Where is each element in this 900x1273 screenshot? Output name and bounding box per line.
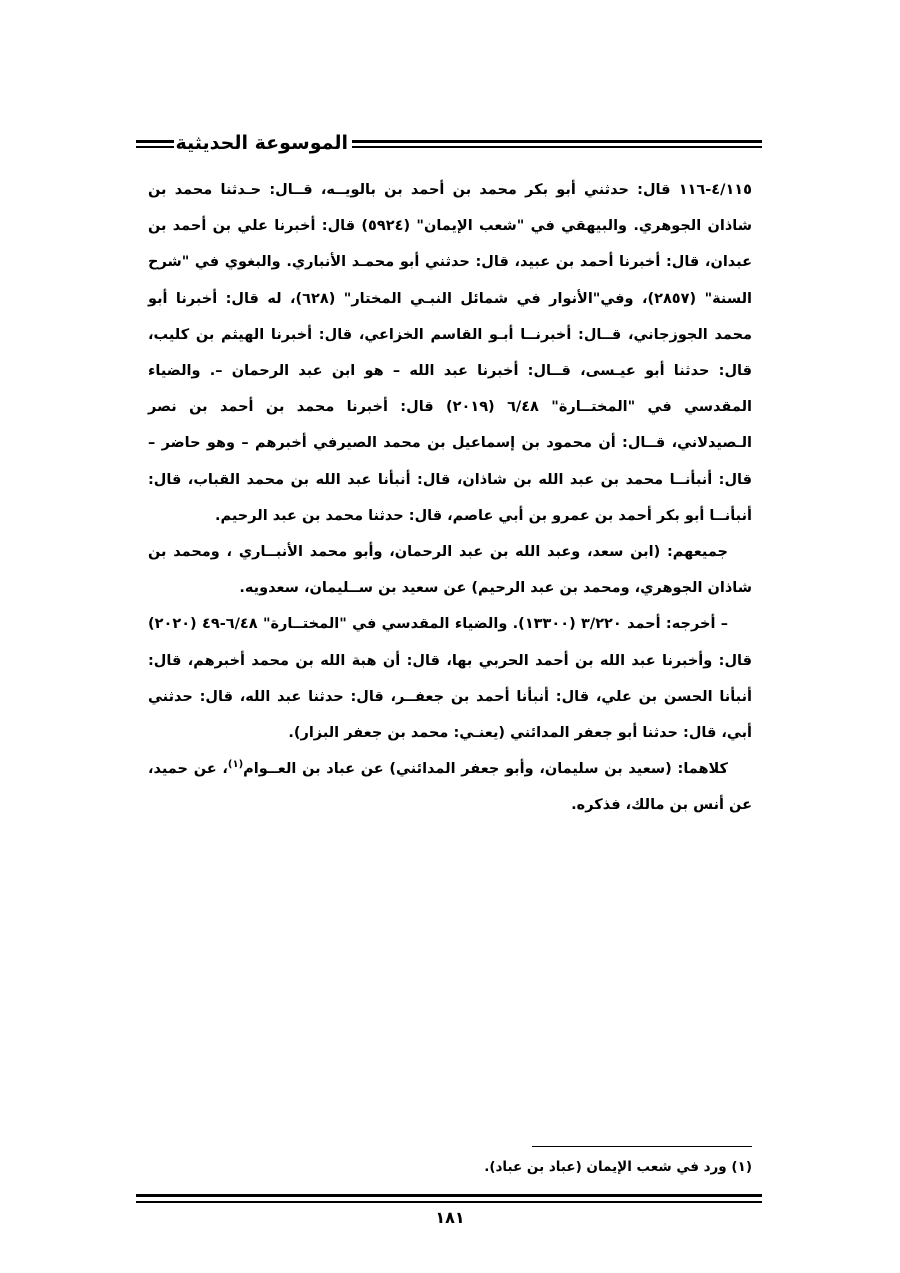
paragraph-3: – أخرجه: أحمد ٣/٢٢٠ (١٣٣٠٠). والضياء المقدسي في "المختــارة" ٦/٤٨-٤٩ (٢٠٢٠) قال: وأخبرنا عبد الله بن أحمد الحربي بها، قال: أن هبة الله بن محمد أخبرهم، قال: أنبأنا الحسن بن علي، قال: أنبأنا أحمد بن جعفــر، قال: حدثنا عبد الله، قال: حدثني أبي، قال: حدثنا أبو جعفر المدائني (يعنـي: محمد بن جعفر البزار). (148, 616, 752, 742)
page-number: ١٨١ (435, 1208, 465, 1227)
main-text (148, 172, 752, 824)
footnote-separator (532, 1146, 752, 1147)
header-rule-right (352, 140, 762, 148)
paragraph-4 (148, 751, 752, 823)
paragraph-1: ٤/١١٥-١١٦ قال: حدثني أبو بكر محمد بن أحمد بن بالويــه، قــال: حـدثنا محمد بن شاذان الجوهري. والبيهقي في "شعب الإيمان" (٥٩٢٤) قال: أخبرنا علي بن أحمد بن عبدان، قال: أخبرنا أحمد بن عبيد، قال: حدثني أبو محمـد الأنباري. والبغوي في "شرح السنة" (٢٨٥٧)، وفي"الأنوار في شمائل النبـي المختار" (٦٢٨)، له قال: أخبرنا أبو محمد الجوزجاني، قــال: أخبرنــا أبـو القاسم الخزاعي، قال: أخبرنا الهيثم بن كليب، قال: حدثنا أبو عيـسى، قــال: أخبرنا عبد الله – هو ابن عبد الرحمان –. والضياء المقدسي في "المختــارة" ٦/٤٨ (٢٠١٩) قال: أخبرنا محمد بن أحمد بن نصر الـصيدلاني، قــال: أن محمود بن إسماعيل بن محمد الصيرفي أخبرهم – وهو حاضر – قال: أنبأنــا محمد بن عبد الله بن شاذان، قال: أنبأنا عبد الله بن محمد القباب، قال: أنبأنــا أبو بكر أحمد بن عمرو بن أبي عاصم، قال: حدثنا محمد بن عبد الرحيم. (148, 182, 753, 524)
running-header (136, 126, 762, 162)
footer-rule (136, 1194, 762, 1203)
paragraph-2: جميعهم: (ابن سعد، وعبد الله بن عبد الرحمان، وأبو محمد الأنبــاري ، ومحمد بن شاذان الجوهري، ومحمد بن عبد الرحيم) عن سعيد بن ســليمان، سعدويه. (148, 544, 752, 597)
footnote-reference[interactable]: (١) (227, 759, 244, 771)
header-title: الموسوعة الحديثية (175, 132, 348, 154)
paragraph-4-text-start: كلاهما: (سعيد بن سليمان، وأبو جعفر المدائني) عن عباد بن العــوام (243, 761, 728, 778)
paragraph-4-text-end: ، عن حميد، عن أنس بن مالك، فذكره. (148, 761, 752, 814)
header-rule-left (136, 140, 174, 148)
footnote: (١) ورد في شعب الإيمان (عباد بن عباد). (484, 1159, 752, 1175)
